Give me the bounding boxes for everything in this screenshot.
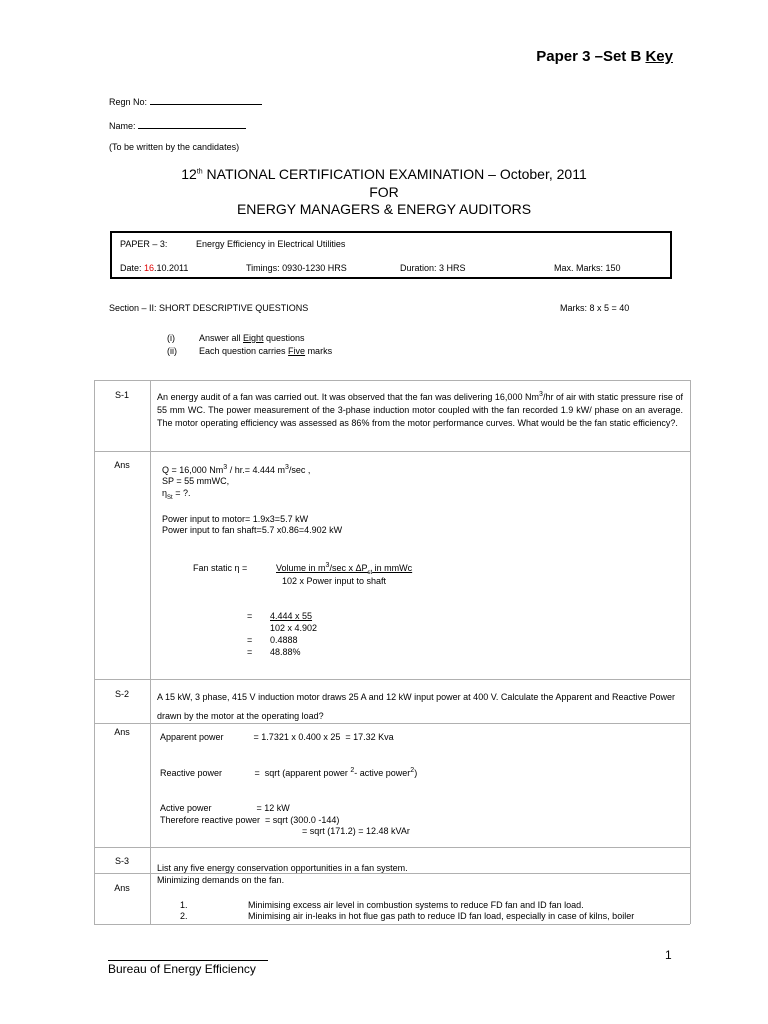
answer-s1-eq-1: = (247, 611, 253, 621)
answer-s1-result-percent: 48.88% (270, 647, 301, 657)
question-text-s1: An energy audit of a fan was carried out. It was observed that the fan was delivering 16,000 Nm$^3$/hr of air with static pressure rise of 55 mm WC. The power measurement of the 3-phase induction motor coupled with the fan recorded 1.9 kW/ phase on an average. The motor operating efficiency was assessed as 86% from the motor performance curves. What would be the fan static efficiency?. (157, 391, 683, 428)
name-field (109, 119, 246, 131)
answer-s3-item-2: Minimising air in-leaks in hot flue gas path to reduce ID fan load, especially in case of kilns, boiler (248, 911, 635, 921)
question-text-s2: A 15 kW, 3 phase, 415 V induction motor draws 25 A and 12 kW input power at 400 V. Calculate the Apparent and Reactive Power drawn by the motor at the operating load? (157, 692, 675, 721)
exam-duration: Duration: 3 HRS (400, 263, 466, 273)
table-rule (94, 679, 690, 680)
exam-heading-line1: 12th NATIONAL CERTIFICATION EXAMINATION – October, 2011 (181, 166, 587, 182)
answer-s1-fan-denominator: 102 x Power input to shaft (282, 576, 387, 586)
paper-info-box (110, 231, 672, 279)
question-label-s1: S-1 (114, 390, 129, 400)
exam-timings: Timings: 0930-1230 HRS (246, 263, 347, 273)
question-label-s2: S-2 (114, 689, 129, 699)
answer-s2-apparent: Apparent power = 1.7321 x 0.400 x 25 = 17.32 Kva (160, 732, 394, 742)
table-rule (94, 380, 690, 381)
answer-s3-item-1-number: 1. (180, 900, 188, 910)
answer-s1-fan-numerator: Volume in $m^3/\sec$ x $\Delta P_{st}$ in mmWc (276, 562, 413, 576)
table-rule (150, 380, 151, 924)
question-text-s3: List any five energy conservation opportunities in a fan system. (157, 863, 408, 873)
instruction-2-number: (ii) (167, 346, 177, 356)
answer-s3-item-1: Minimising excess air level in combustion systems to reduce FD fan and ID fan load. (248, 900, 584, 910)
table-rule (94, 847, 690, 848)
footer-rule (108, 960, 268, 961)
answer-s1-motor-input: Power input to motor= 1.9x3=5.7 kW (162, 514, 309, 524)
regn-blank (150, 95, 262, 105)
answer-s1-eq-3: = (247, 647, 253, 657)
name-blank (138, 119, 246, 129)
table-rule (94, 924, 690, 925)
answer-s2-active: Active power = 12 kW (160, 803, 290, 813)
page-title (536, 48, 673, 65)
table-rule (94, 451, 690, 452)
answer-label-s3: Ans (114, 883, 130, 893)
answer-s2-reactive-result: = sqrt (171.2) = 12.48 kVAr (302, 826, 410, 836)
answer-s1-fan-label: Fan static η = (193, 563, 248, 573)
instruction-1-number: (i) (167, 333, 175, 343)
answer-s3-heading: Minimizing demands on the fan. (157, 875, 285, 885)
regn-label: Regn No: (109, 97, 150, 107)
page-number: 1 (665, 948, 672, 962)
max-marks: Max. Marks: 150 (554, 263, 621, 273)
answer-s1-flow: Q = 16,000 Nm$^3$ / hr.= 4.444 $m^3/\sec$ , (162, 464, 311, 475)
answer-s1-pressure: SP = 55 mmWC, (162, 476, 230, 486)
question-label-s3: S-3 (114, 856, 129, 866)
answer-s2-reactive-formula: Reactive power = sqrt (apparent power $^2$- active power$^2$) (160, 767, 418, 778)
answer-label-s2: Ans (114, 727, 130, 737)
footer-organization: Bureau of Energy Efficiency (108, 962, 256, 976)
answer-s1-eq-2: = (247, 635, 253, 645)
section-title: Section – II: SHORT DESCRIPTIVE QUESTIONS (109, 303, 309, 313)
answer-s1-calc-numerator: 4.444 x 55 (270, 611, 313, 621)
answer-s1-shaft-input: Power input to fan shaft=5.7 x0.86=4.902 kW (162, 525, 343, 535)
section-marks: Marks: 8 x 5 = 40 (560, 303, 630, 313)
paper-subject: Energy Efficiency in Electrical Utilities (196, 239, 346, 249)
answer-label-s1: Ans (114, 460, 130, 470)
name-label: Name: (109, 121, 139, 131)
table-rule (690, 380, 691, 924)
instruction-1: Answer all Eight questions (199, 333, 305, 343)
exam-heading-line2: FOR (369, 184, 399, 200)
answer-s3-item-2-number: 2. (180, 911, 188, 921)
answer-s1-efficiency-symbol: $\eta_{St}$ = ?. (162, 488, 191, 501)
exam-heading-line3: ENERGY MANAGERS & ENERGY AUDITORS (236, 201, 532, 217)
regn-field (109, 95, 262, 107)
answer-s1-calc-denominator: 102 x 4.902 (270, 623, 318, 633)
instruction-2: Each question carries Five marks (199, 346, 333, 356)
answer-s2-reactive-calc: Therefore reactive power = sqrt (300.0 -144) (160, 815, 340, 825)
candidate-note: (To be written by the candidates) (109, 142, 240, 152)
exam-date: Date: 16.10.2011 (120, 263, 189, 273)
title-main: Paper 3 –Set B (536, 48, 646, 65)
paper-label: PAPER – 3: (120, 239, 168, 249)
title-key: Key (645, 48, 673, 65)
answer-s1-result-ratio: 0.4888 (270, 635, 298, 645)
